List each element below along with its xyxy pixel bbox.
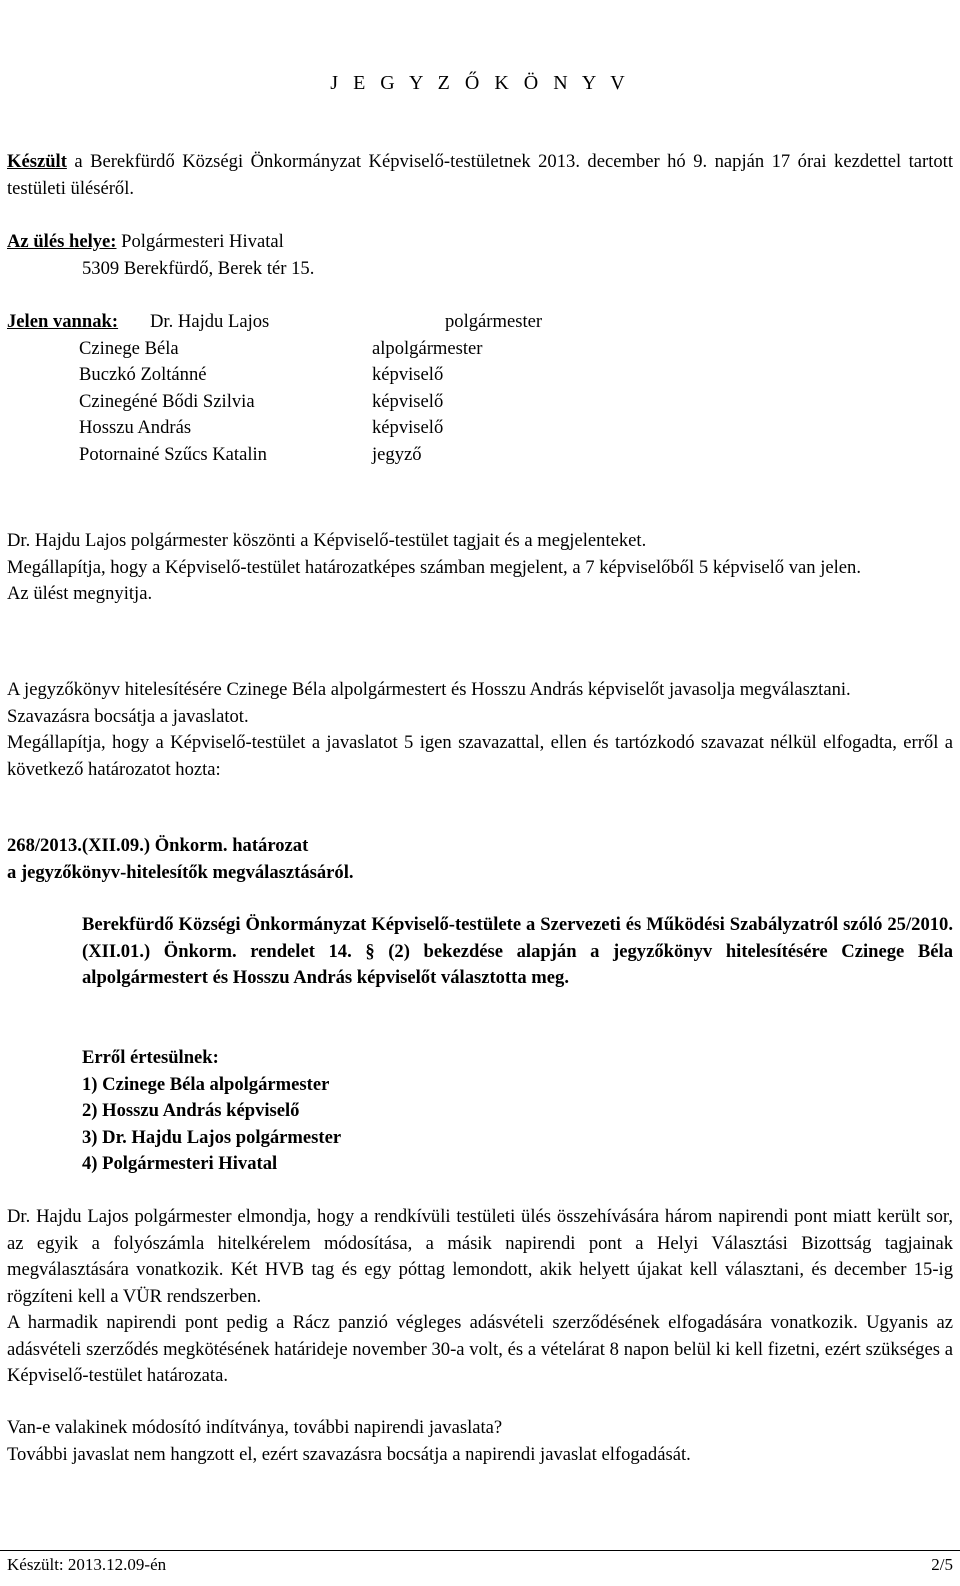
document-title: J E G Y Z Ő K Ö N Y V bbox=[330, 72, 630, 94]
location-line1: Polgármesteri Hivatal bbox=[116, 231, 284, 252]
resolution-number: 268/2013.(XII.09.) Önkorm. határozat bbox=[7, 835, 309, 856]
closing-section bbox=[7, 1415, 953, 1468]
attendee-name: Hosszu András bbox=[79, 417, 192, 438]
notification-block bbox=[7, 1045, 960, 1178]
attendance-row bbox=[7, 336, 953, 363]
notify-label: Erről értesülnek: bbox=[82, 1047, 219, 1068]
attendee-role: képviselő bbox=[372, 390, 444, 412]
closing-line: További javaslat nem hangzott el, ezért szavazásra bocsátja a napirendi javaslat elfogadását. bbox=[7, 1443, 691, 1465]
attendee-name: Czinegéné Bődi Szilvia bbox=[79, 390, 255, 412]
attendee-role: képviselő bbox=[372, 364, 444, 385]
page-footer bbox=[0, 1550, 960, 1586]
location-label: Az ülés helye: bbox=[7, 231, 117, 252]
intro-text: a Berekfürdő Községi Önkormányzat Képviselő-testületnek 2013. december hó 9. napján 17 órai kezdettel tartott testületi üléséről. bbox=[7, 151, 953, 199]
attendance-list bbox=[7, 309, 953, 468]
notify-item: 3) Dr. Hajdu Lajos polgármester bbox=[82, 1126, 342, 1148]
intro-paragraph bbox=[7, 149, 953, 202]
attendee-role: jegyző bbox=[372, 443, 422, 465]
location-block bbox=[7, 229, 953, 282]
proposal-line: Megállapítja, hogy a Képviselő-testület a javaslatot 5 igen szavazattal, ellen és tartózkodó szavazat nélkül elfogadta, erről a következő határozatot hozta: bbox=[7, 732, 953, 780]
attendance-label: Jelen vannak: bbox=[7, 311, 119, 332]
footer-date: Készült: 2013.12.09-én bbox=[7, 1555, 167, 1574]
proposal-line: A jegyzőkönyv hitelesítésére Czinege Béla alpolgármestert és Hosszu András képviselőt javasolja megválasztani. bbox=[7, 679, 851, 700]
location-line2: 5309 Berekfürdő, Berek tér 15. bbox=[82, 257, 315, 279]
attendee-name: Czinege Béla bbox=[79, 337, 179, 359]
attendee-role: polgármester bbox=[445, 311, 543, 332]
notify-item: 1) Czinege Béla alpolgármester bbox=[82, 1073, 330, 1095]
closing-line: Van-e valakinek módosító indítványa, további napirendi javaslata? bbox=[7, 1417, 503, 1438]
page-number: 2/5 bbox=[931, 1555, 953, 1574]
attendee-role: képviselő bbox=[372, 417, 444, 438]
attendee-name: Potornainé Szűcs Katalin bbox=[79, 443, 267, 465]
agenda-paragraph: A harmadik napirendi pont pedig a Rácz panzió végleges adásvételi szerződésének elfogadására vonatkozik. Ugyanis az adásvételi szerződés megkötésének határideje november 30-a volt, és a vételárat 8 napon belül ki kell fizetni, ezért szükséges a Képviselő-testület határozata. bbox=[7, 1312, 953, 1386]
opening-section bbox=[7, 528, 953, 608]
attendance-row bbox=[7, 362, 953, 389]
attendance-row bbox=[7, 415, 953, 442]
opening-line: Megállapítja, hogy a Képviselő-testület határozatképes számban megjelent, a 7 képviselőből 5 képviselő van jelen. bbox=[7, 556, 862, 578]
resolution-subject: a jegyzőkönyv-hitelesítők megválasztásáról. bbox=[7, 861, 354, 883]
attendee-name: Dr. Hajdu Lajos bbox=[150, 311, 270, 332]
proposal-section bbox=[7, 677, 953, 783]
attendee-role: alpolgármester bbox=[372, 337, 483, 359]
resolution-heading bbox=[7, 833, 953, 886]
opening-line: Az ülést megnyitja. bbox=[7, 583, 153, 604]
resolution-body: Berekfürdő Községi Önkormányzat Képviselő-testülete a Szervezeti és Működési Szabályzatról szóló 25/2010.(XII.01.) Önkorm. rendelet 14. § (2) bekezdése alapján a jegyzőkönyv hitelesítésére Czinege Béla alpolgármestert és Hosszu András képviselőt választotta meg. bbox=[82, 914, 953, 988]
notify-item: 2) Hosszu András képviselő bbox=[82, 1100, 300, 1121]
notify-item: 4) Polgármesteri Hivatal bbox=[82, 1153, 278, 1174]
opening-line: Dr. Hajdu Lajos polgármester köszönti a Képviselő-testület tagjait és a megjelenteket. bbox=[7, 530, 647, 551]
attendance-row bbox=[7, 389, 953, 416]
attendance-row bbox=[7, 442, 953, 469]
intro-label: Készült bbox=[7, 151, 67, 172]
agenda-paragraph: Dr. Hajdu Lajos polgármester elmondja, hogy a rendkívüli testületi ülés összehívására három napirendi pont miatt került sor, az egyik a folyószámla hitelkérelem módosítása, a másik napirendi pont a Helyi Választási Bizottság tagjainak megválasztására vonatkozik. Két HVB tag és egy póttag lemondott, akik helyett újakat kell választani, és december 15-ig rögzíteni kell a VÜR rendszerben. bbox=[7, 1206, 953, 1307]
attendee-name: Buczkó Zoltánné bbox=[79, 364, 207, 385]
agenda-section bbox=[7, 1204, 953, 1390]
proposal-line: Szavazásra bocsátja a javaslatot. bbox=[7, 705, 249, 727]
attendance-row bbox=[7, 309, 953, 336]
